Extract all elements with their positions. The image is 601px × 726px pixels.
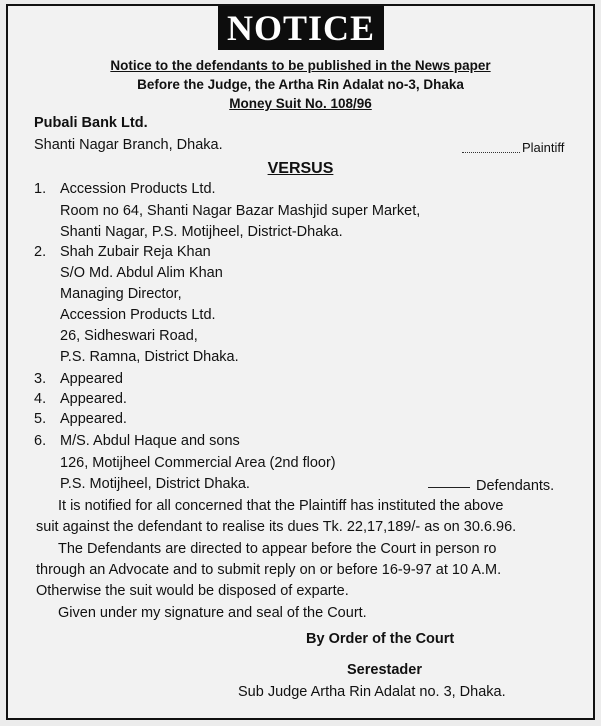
footer-title: Serestader xyxy=(347,662,422,678)
defendant-4-number: 4. xyxy=(34,391,47,407)
defendant-2-number: 2. xyxy=(34,244,47,260)
defendant-5-line-1: Appeared. xyxy=(60,411,127,427)
defendant-2-line-4: Accession Products Ltd. xyxy=(60,307,216,323)
defendant-6-line-1: M/S. Abdul Haque and sons xyxy=(60,433,240,449)
defendant-2-line-1: Shah Zubair Reja Khan xyxy=(60,244,211,260)
body-p1-line-1: It is notified for all concerned that the Plaintiff has instituted the above xyxy=(58,498,504,514)
defendant-2-line-2: S/O Md. Abdul Alim Khan xyxy=(60,265,223,281)
footer-order: By Order of the Court xyxy=(306,631,455,647)
defendant-4-line-1: Appeared. xyxy=(60,391,127,407)
heading-line-1: Notice to the defendants to be published in the News paper xyxy=(110,58,491,73)
defendant-2-line-5: 26, Sidheswari Road, xyxy=(60,328,198,344)
footer-office: Sub Judge Artha Rin Adalat no. 3, Dhaka. xyxy=(238,684,506,700)
defendants-dash xyxy=(428,487,470,488)
defendant-3-number: 3. xyxy=(34,371,47,387)
defendant-3-line-1: Appeared xyxy=(60,371,123,387)
plaintiff-role: Plaintiff xyxy=(522,140,565,155)
heading-line-2: Before the Judge, the Artha Rin Adalat no-3, Dhaka xyxy=(137,77,464,92)
defendant-6-line-3: P.S. Motijheel, District Dhaka. xyxy=(60,476,250,492)
plaintiff-leader-dots xyxy=(462,152,520,153)
defendant-1-line-1: Accession Products Ltd. xyxy=(60,181,216,197)
defendants-label: Defendants. xyxy=(476,478,555,494)
body-p1-line-2: suit against the defendant to realise its dues Tk. 22,17,189/- as on 30.6.96. xyxy=(36,519,517,535)
defendant-1-line-3: Shanti Nagar, P.S. Motijheel, District-Dhaka. xyxy=(60,224,343,240)
defendant-2-line-6: P.S. Ramna, District Dhaka. xyxy=(60,349,239,365)
body-p3: Given under my signature and seal of the Court. xyxy=(58,605,367,621)
defendant-5-number: 5. xyxy=(34,411,47,427)
plaintiff-name: Pubali Bank Ltd. xyxy=(34,115,148,131)
body-p2-line-2: through an Advocate and to submit reply on or before 16-9-97 at 10 A.M. xyxy=(36,562,502,578)
defendant-1-number: 1. xyxy=(34,181,47,197)
defendant-6-line-2: 126, Motijheel Commercial Area (2nd floor) xyxy=(60,455,336,471)
plaintiff-branch: Shanti Nagar Branch, Dhaka. xyxy=(34,137,223,153)
versus-heading: VERSUS xyxy=(267,160,334,177)
defendant-2-line-3: Managing Director, xyxy=(60,286,182,302)
heading-line-3: Money Suit No. 108/96 xyxy=(229,96,372,111)
defendant-6-number: 6. xyxy=(34,433,47,449)
body-p2-line-3: Otherwise the suit would be disposed of exparte. xyxy=(36,583,349,599)
notice-title: NOTICE xyxy=(218,6,384,50)
defendant-1-line-2: Room no 64, Shanti Nagar Bazar Mashjid super Market, xyxy=(60,203,421,219)
body-p2-line-1: The Defendants are directed to appear before the Court in person ro xyxy=(58,541,497,557)
